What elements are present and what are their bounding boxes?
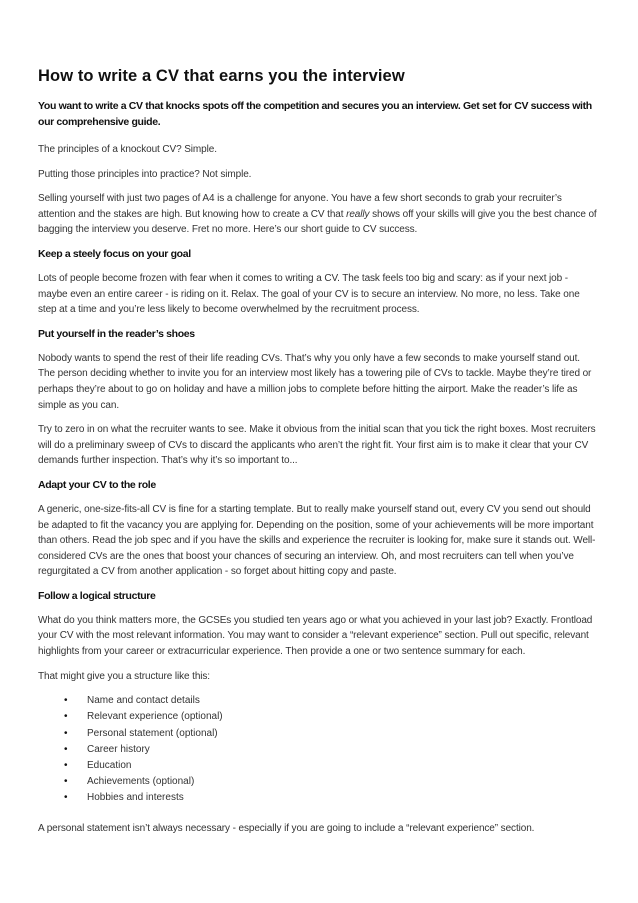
opening-line-1: The principles of a knockout CV? Simple. — [38, 144, 217, 155]
bullet-icon: • — [64, 695, 68, 707]
logical-structure-paragraph-1: What do you think matters more, the GCSEs you studied ten years ago or what you achieved in your last job? Exactly. Frontload your CV with the most relevant information. You may want to consider a “relevant experience” section. Pull out specific, relevant highlights from your career or extracurricular experience. Then provide a one or two sentence summary for each. — [38, 614, 593, 658]
section-heading-logical-structure: Follow a logical structure — [38, 589, 156, 602]
adapt-cv-paragraph: A generic, one-size-fits-all CV is fine for a starting template. But to really make yourself stand out, every CV you send out should be adapted to fit the vacancy you are applying for. Depending on the position, some of your achievements will be more important than others. Read the job spec and if you have the skills and experience the recruiter is looking for, make sure it stands out. Well-considered CVs are the ones that boost your chances of securing an interview. Oh, and most recruiters can tell when you’ve regurgitated a CV from another application - so forget about hitting copy and paste. — [38, 503, 596, 578]
bullet-icon: • — [64, 711, 68, 723]
list-item — [64, 790, 598, 806]
list-item-text: Name and contact details — [87, 695, 200, 707]
list-item — [64, 758, 598, 774]
list-item — [64, 726, 598, 742]
readers-shoes-paragraph-1: Nobody wants to spend the rest of their life reading CVs. That’s why you only have a few seconds to make yourself stand out. The person deciding whether to invite you for an interview most likely has a towering pile of CVs to tackle. Maybe they’re tired or perhaps they’re about to go on holiday and have a million jobs to complete before hitting the airport. Make the reader’s life as simple as you can. — [38, 352, 592, 411]
list-item — [64, 774, 598, 790]
bullet-icon: • — [64, 727, 68, 739]
personal-statement-paragraph: A personal statement isn’t always necessary - especially if you are going to include a “relevant experience” section. — [38, 822, 535, 834]
logical-structure-paragraph-2: That might give you a structure like this: — [38, 670, 210, 682]
list-item-text: Career history — [87, 743, 150, 755]
readers-shoes-paragraph-2: Try to zero in on what the recruiter wants to see. Make it obvious from the initial scan that you tick the right boxes. Most recruiters will do a preliminary sweep of CVs to discard the applicants who aren’t the right fit. Your first aim is to make it clear that your CV demands further inspection. That’s why it’s so important to... — [38, 424, 596, 467]
selling-text-before: Selling yourself with just two pages of A4 is a challenge for anyone. You have a few short seconds to grab your recruiter’s attention and the stakes are high. But knowing how to create a CV that — [38, 193, 562, 220]
list-item-text: Education — [87, 760, 132, 772]
bullet-icon: • — [64, 760, 68, 772]
selling-paragraph — [38, 191, 598, 238]
section-heading-steely-focus: Keep a steely focus on your goal — [38, 247, 191, 260]
list-item-text: Hobbies and interests — [87, 792, 184, 804]
list-item-text: Achievements (optional) — [87, 776, 195, 788]
section-heading-adapt-cv: Adapt your CV to the role — [38, 478, 156, 491]
list-item — [64, 742, 598, 758]
list-item-text: Personal statement (optional) — [87, 727, 218, 739]
list-item — [64, 693, 598, 709]
bullet-icon: • — [64, 776, 68, 788]
selling-text-after: shows off your skills will give you the best chance of bagging the interview you deserve. Fret no more. Here’s our short guide to CV success. — [38, 208, 597, 236]
section-heading-readers-shoes: Put yourself in the reader’s shoes — [38, 327, 195, 340]
intro-paragraph: You want to write a CV that knocks spots off the competition and secures you an interview. Get set for CV success with our comprehensive guide. — [38, 100, 592, 128]
list-item — [64, 709, 598, 725]
cv-structure-list — [38, 693, 598, 806]
bullet-icon: • — [64, 743, 68, 755]
bullet-icon: • — [64, 792, 68, 804]
selling-emphasis: really — [346, 208, 370, 220]
page-title: How to write a CV that earns you the interview — [38, 67, 405, 85]
list-item-text: Relevant experience (optional) — [87, 711, 223, 723]
opening-line-2: Putting those principles into practice? Not simple. — [38, 168, 252, 180]
steely-focus-paragraph: Lots of people become frozen with fear when it comes to writing a CV. The task feels too big and scary: as if your next job - maybe even an entire career - is riding on it. Relax. The goal of your CV is to secure an interview. No more, no less. Take one step at a time and you’re less likely to become overwhelmed by the recruitment process. — [38, 272, 580, 316]
